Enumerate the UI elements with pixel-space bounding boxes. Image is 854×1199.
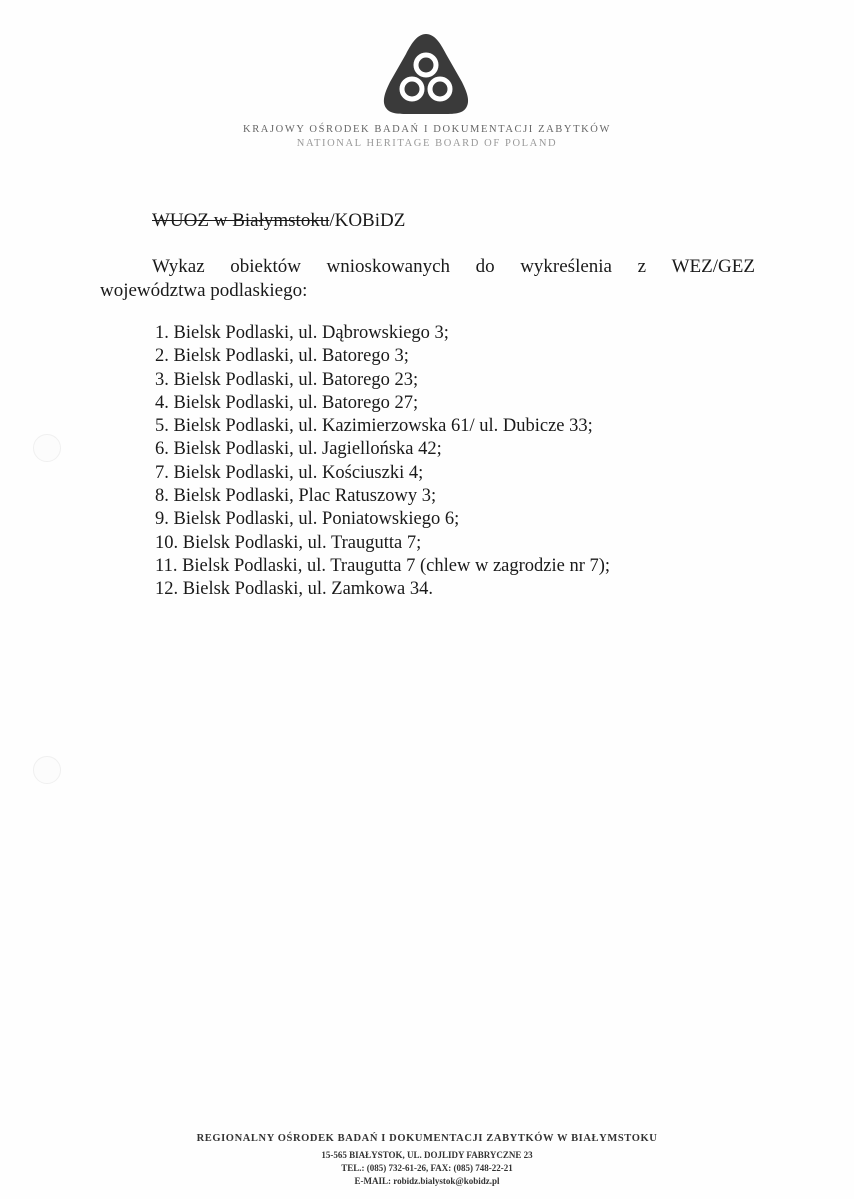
footer-phone-fax: TEL.: (085) 732-61-26, FAX: (085) 748-22-21 bbox=[341, 1163, 513, 1173]
intro-word: Wykaz bbox=[152, 256, 205, 277]
intro-word: wnioskowanych bbox=[326, 256, 451, 277]
list-item: 12. Bielsk Podlaski, ul. Zamkowa 34. bbox=[155, 579, 433, 600]
intro-paragraph bbox=[100, 255, 755, 303]
list-item: 6. Bielsk Podlaski, ul. Jagiellońska 42; bbox=[155, 439, 442, 460]
intro-word: wykreślenia bbox=[520, 256, 612, 277]
list-item: 2. Bielsk Podlaski, ul. Batorego 3; bbox=[155, 346, 409, 367]
footer-org-name: REGIONALNY OŚRODEK BADAŃ I DOKUMENTACJI ZABYTKÓW W BIAŁYMSTOKU bbox=[196, 1133, 658, 1144]
intro-line-2: województwa podlaskiego: bbox=[100, 280, 308, 301]
reference-text: /KOBiDZ bbox=[329, 210, 406, 231]
punch-hole-mark bbox=[33, 434, 61, 462]
intro-word: do bbox=[475, 256, 495, 277]
list-item: 3. Bielsk Podlaski, ul. Batorego 23; bbox=[155, 369, 419, 390]
reference-line bbox=[152, 210, 405, 232]
intro-word: obiektów bbox=[230, 256, 301, 277]
org-name-english: NATIONAL HERITAGE BOARD OF POLAND bbox=[296, 138, 558, 149]
list-item: 11. Bielsk Podlaski, ul. Traugutta 7 (chlew w zagrodzie nr 7); bbox=[155, 555, 611, 576]
list-item: 9. Bielsk Podlaski, ul. Poniatowskiego 6; bbox=[155, 509, 460, 530]
objects-list bbox=[155, 322, 610, 602]
struck-reference: WUOZ w Białymstoku bbox=[152, 210, 330, 231]
intro-line-1 bbox=[100, 255, 755, 279]
intro-word: z bbox=[637, 256, 647, 277]
list-item: 5. Bielsk Podlaski, ul. Kazimierzowska 61/ ul. Dubicze 33; bbox=[155, 416, 593, 437]
three-rings-triangle-logo-icon bbox=[382, 32, 470, 116]
intro-word: WEZ/GEZ bbox=[671, 256, 755, 277]
list-item: 10. Bielsk Podlaski, ul. Traugutta 7; bbox=[155, 532, 422, 553]
punch-hole-mark bbox=[33, 756, 61, 784]
list-item: 8. Bielsk Podlaski, Plac Ratuszowy 3; bbox=[155, 486, 437, 507]
footer-address: 15-565 BIAŁYSTOK, UL. DOJLIDY FABRYCZNE 23 bbox=[321, 1150, 533, 1160]
list-item: 7. Bielsk Podlaski, ul. Kościuszki 4; bbox=[155, 462, 424, 483]
list-item: 1. Bielsk Podlaski, ul. Dąbrowskiego 3; bbox=[155, 323, 449, 343]
footer-email: E-MAIL: robidz.bialystok@kobidz.pl bbox=[354, 1176, 500, 1186]
list-item: 4. Bielsk Podlaski, ul. Batorego 27; bbox=[155, 392, 419, 413]
org-name-polish: KRAJOWY OŚRODEK BADAŃ I DOKUMENTACJI ZABYTKÓW bbox=[243, 124, 611, 135]
